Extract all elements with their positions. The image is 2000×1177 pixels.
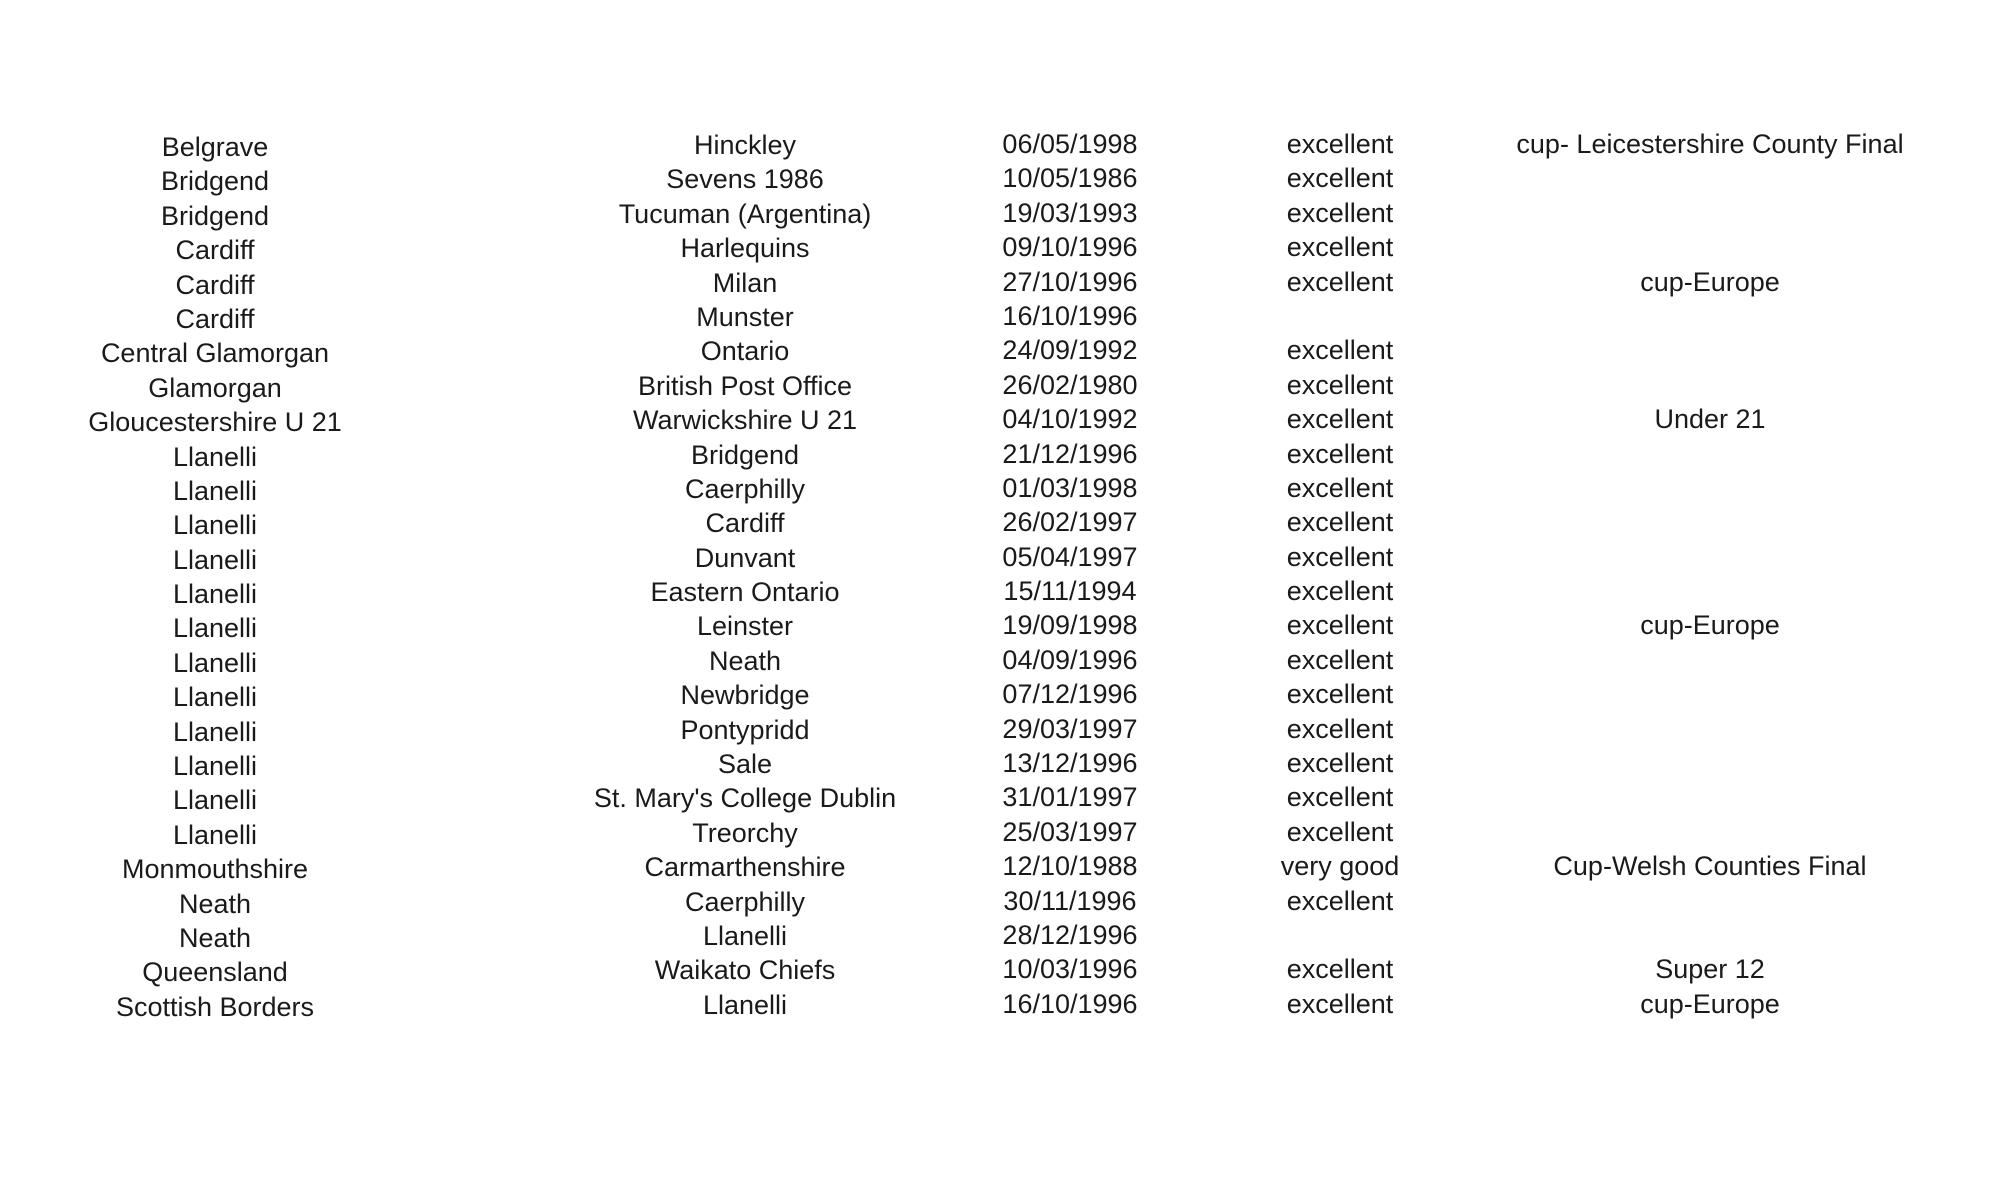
match-table (40, 130, 1940, 1024)
match-date-cell: 12/10/1988 (1002, 851, 1138, 882)
opponent-cell: Tucuman (Argentina) (618, 198, 872, 229)
rating-cell: excellent (1286, 472, 1394, 503)
opponent-cell: Leinster (696, 611, 794, 642)
table-row (40, 130, 1940, 164)
rating-cell: excellent (1286, 197, 1394, 228)
home-team-cell: Belgrave (161, 132, 269, 162)
table-row (40, 440, 1940, 474)
match-date-cell: 09/10/1996 (1002, 232, 1138, 263)
match-date-cell: 07/12/1996 (1002, 679, 1138, 710)
opponent-cell: Ontario (700, 336, 790, 367)
rating-cell: excellent (1286, 954, 1394, 985)
match-date-cell: 24/09/1992 (1002, 335, 1138, 366)
table-row (40, 990, 1940, 1024)
opponent-cell: Caerphilly (684, 886, 806, 917)
rating-cell: excellent (1286, 266, 1394, 297)
match-date-cell: 13/12/1996 (1002, 748, 1138, 779)
opponent-cell: Pontypridd (680, 714, 810, 745)
home-team-cell: Neath (178, 888, 252, 919)
rating-cell: very good (1280, 851, 1400, 882)
match-date-cell: 25/03/1997 (1002, 816, 1138, 847)
match-date-cell: 10/03/1996 (1002, 954, 1138, 985)
table-row (40, 336, 1940, 370)
home-team-cell: Bridgend (160, 200, 270, 231)
opponent-cell: Waikato Chiefs (654, 955, 836, 986)
opponent-cell: British Post Office (637, 370, 853, 401)
rating-cell: excellent (1286, 610, 1394, 641)
opponent-cell: Neath (708, 645, 782, 676)
rating-cell: excellent (1286, 541, 1394, 572)
home-team-cell: Llanelli (172, 475, 258, 506)
note-cell: Super 12 (1655, 954, 1765, 985)
rating-cell: excellent (1286, 369, 1394, 400)
match-date-cell: 27/10/1996 (1002, 266, 1138, 297)
match-date-cell: 05/04/1997 (1002, 541, 1138, 572)
home-team-cell: Neath (178, 922, 252, 953)
rating-cell: excellent (1286, 507, 1394, 538)
match-date-cell: 06/05/1998 (1002, 129, 1138, 159)
table-row (40, 164, 1940, 198)
note-cell: cup- Leicestershire County Final (1516, 129, 1904, 159)
match-date-cell: 16/10/1996 (1002, 988, 1138, 1019)
rating-cell: excellent (1286, 644, 1394, 675)
home-team-cell: Llanelli (172, 647, 258, 678)
table-row (40, 955, 1940, 989)
home-team-cell: Llanelli (172, 716, 258, 747)
home-team-cell: Llanelli (172, 751, 258, 782)
home-team-cell: Gloucestershire U 21 (88, 407, 342, 438)
match-date-cell: 28/12/1996 (1002, 919, 1138, 950)
rating-cell: excellent (1286, 163, 1394, 194)
match-date-cell: 19/09/1998 (1002, 610, 1138, 641)
table-row (40, 233, 1940, 267)
opponent-cell: Llanelli (702, 920, 788, 951)
rating-cell: excellent (1286, 816, 1394, 847)
table-row (40, 302, 1940, 336)
table-row (40, 749, 1940, 783)
rating-cell: excellent (1286, 404, 1394, 435)
rating-cell: excellent (1286, 438, 1394, 469)
home-team-cell: Central Glamorgan (100, 338, 330, 369)
note-cell: Under 21 (1654, 404, 1766, 435)
rating-cell: excellent (1286, 129, 1394, 159)
opponent-cell: Sale (717, 749, 773, 780)
table-row (40, 611, 1940, 645)
table-row (40, 715, 1940, 749)
match-date-cell: 30/11/1996 (1003, 885, 1137, 916)
home-team-cell: Llanelli (172, 785, 258, 816)
match-date-cell: 16/10/1996 (1002, 300, 1138, 331)
home-team-cell: Llanelli (172, 579, 258, 610)
match-date-cell: 04/09/1996 (1002, 644, 1138, 675)
rating-cell: excellent (1286, 988, 1394, 1019)
home-team-cell: Llanelli (172, 441, 258, 472)
match-date-cell: 31/01/1997 (1002, 782, 1138, 813)
rating-cell: excellent (1286, 713, 1394, 744)
home-team-cell: Llanelli (172, 510, 258, 541)
table-row (40, 783, 1940, 817)
match-date-cell: 01/03/1998 (1002, 472, 1138, 503)
opponent-cell: Warwickshire U 21 (632, 405, 858, 436)
opponent-cell: Caerphilly (684, 473, 806, 504)
match-date-cell: 15/11/1994 (1003, 576, 1137, 607)
opponent-cell: Treorchy (692, 817, 798, 848)
home-team-cell: Queensland (142, 957, 288, 988)
table-row (40, 818, 1940, 852)
match-date-cell: 26/02/1997 (1002, 507, 1138, 538)
home-team-cell: Llanelli (172, 682, 258, 713)
table-row (40, 405, 1940, 439)
table-row (40, 371, 1940, 405)
match-date-cell: 26/02/1980 (1002, 369, 1138, 400)
table-row (40, 268, 1940, 302)
match-date-cell: 29/03/1997 (1002, 713, 1138, 744)
opponent-cell: Milan (712, 267, 778, 298)
table-row (40, 508, 1940, 542)
table-row (40, 474, 1940, 508)
home-team-cell: Cardiff (175, 303, 255, 334)
rating-cell: excellent (1286, 335, 1394, 366)
note-cell: cup-Europe (1640, 610, 1780, 641)
table-row (40, 680, 1940, 714)
table-row (40, 646, 1940, 680)
home-team-cell: Scottish Borders (115, 991, 315, 1022)
table-row (40, 921, 1940, 955)
opponent-cell: Llanelli (702, 989, 788, 1020)
home-team-cell: Llanelli (172, 613, 258, 644)
match-date-cell: 19/03/1993 (1002, 197, 1138, 228)
opponent-cell: Carmarthenshire (644, 852, 846, 883)
note-cell: Cup-Welsh Counties Final (1553, 851, 1867, 882)
opponent-cell: Hinckley (693, 130, 797, 160)
opponent-cell: Newbridge (680, 680, 810, 711)
table-row (40, 543, 1940, 577)
rating-cell: excellent (1286, 885, 1394, 916)
home-team-cell: Monmouthshire (121, 854, 309, 885)
table-row (40, 199, 1940, 233)
match-date-cell: 10/05/1986 (1002, 163, 1138, 194)
opponent-cell: Cardiff (705, 508, 785, 539)
match-date-cell: 21/12/1996 (1002, 438, 1138, 469)
opponent-cell: St. Mary's College Dublin (593, 783, 897, 814)
rating-cell: excellent (1286, 782, 1394, 813)
rating-cell: excellent (1286, 576, 1394, 607)
home-team-cell: Llanelli (172, 819, 258, 850)
home-team-cell: Cardiff (175, 235, 255, 266)
home-team-cell: Cardiff (175, 269, 255, 300)
match-date-cell: 04/10/1992 (1002, 404, 1138, 435)
note-cell: cup-Europe (1640, 988, 1780, 1019)
opponent-cell: Eastern Ontario (650, 577, 840, 608)
table-row (40, 577, 1940, 611)
note-cell: cup-Europe (1640, 266, 1780, 297)
table-row (40, 852, 1940, 886)
home-team-cell: Glamorgan (148, 372, 282, 403)
rating-cell: excellent (1286, 232, 1394, 263)
rating-cell: excellent (1286, 748, 1394, 779)
opponent-cell: Bridgend (690, 439, 800, 470)
rating-cell: excellent (1286, 679, 1394, 710)
opponent-cell: Munster (696, 301, 794, 332)
opponent-cell: Harlequins (680, 233, 810, 264)
home-team-cell: Llanelli (172, 544, 258, 575)
table-row (40, 887, 1940, 921)
opponent-cell: Sevens 1986 (666, 164, 824, 195)
home-team-cell: Bridgend (160, 166, 270, 197)
opponent-cell: Dunvant (694, 542, 796, 573)
